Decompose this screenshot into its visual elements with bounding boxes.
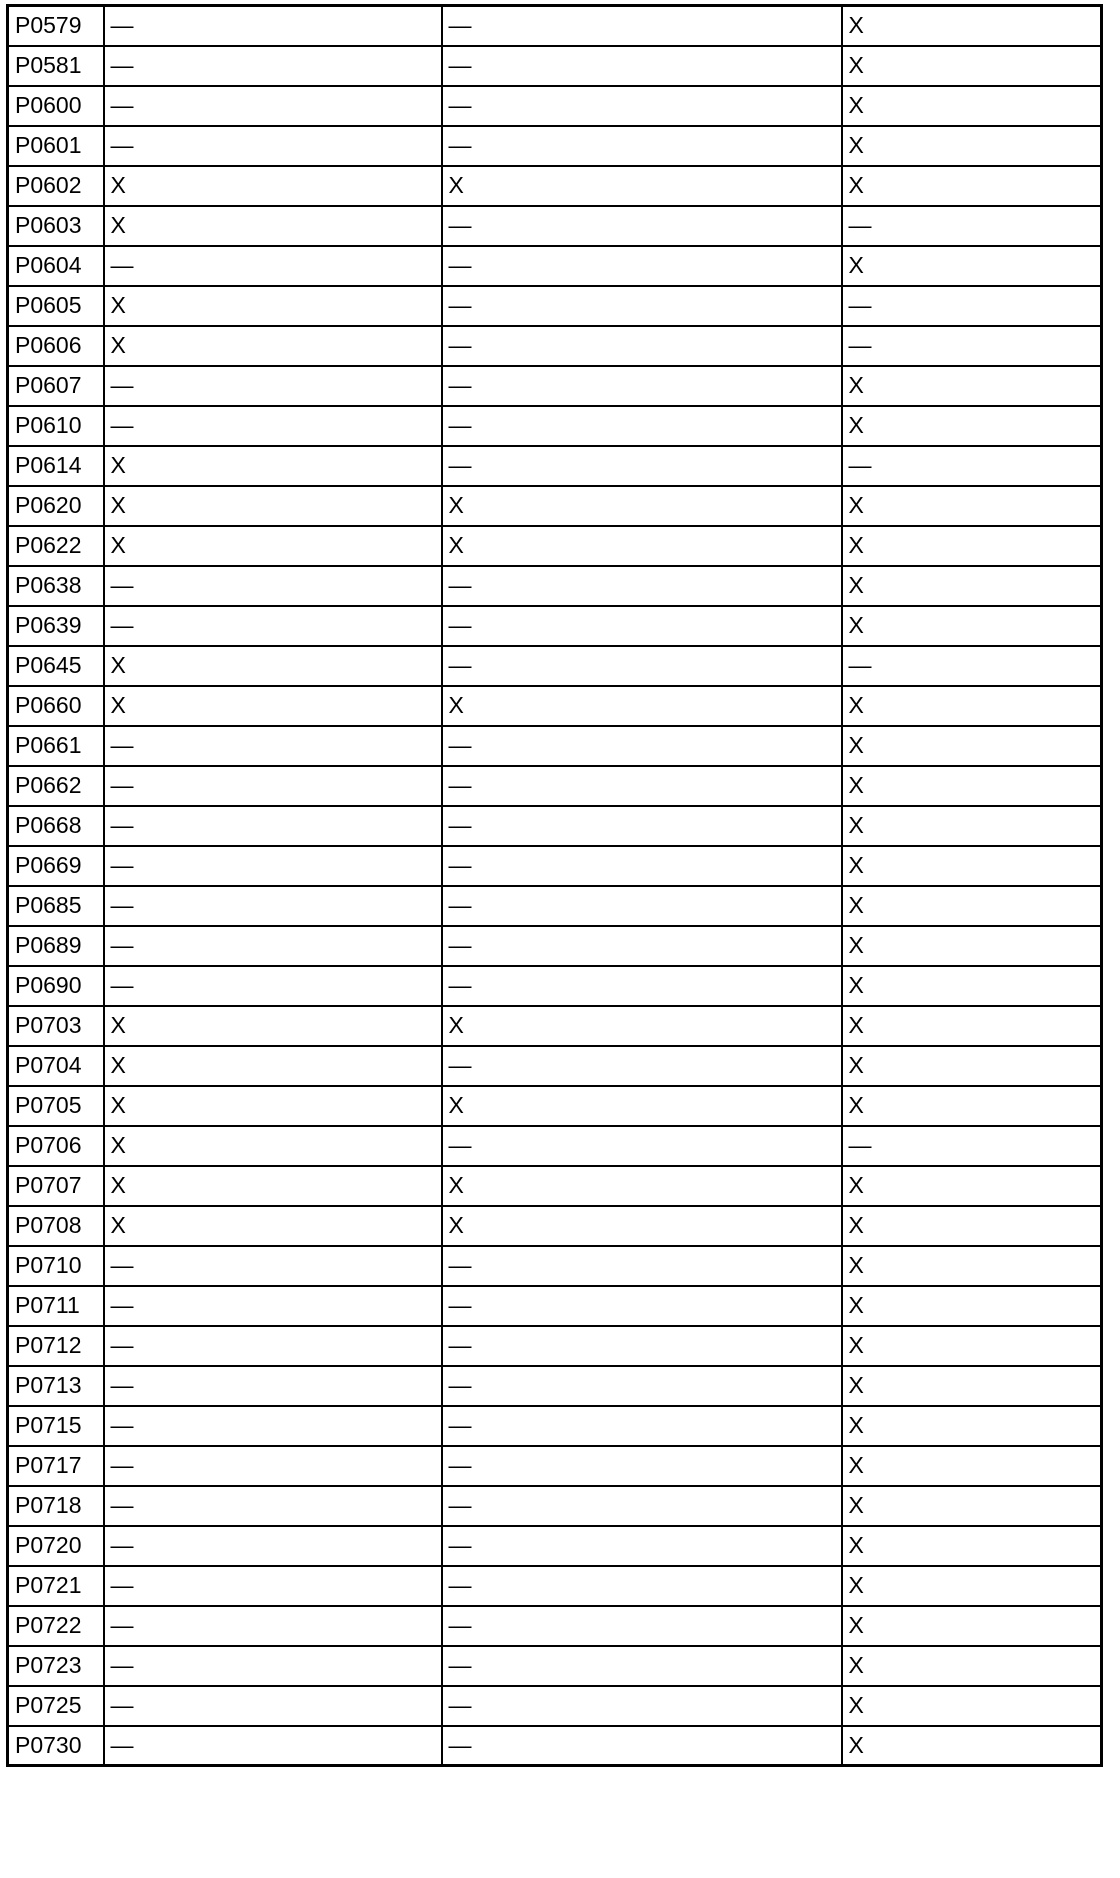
dtc-code-cell: P0600 bbox=[8, 86, 104, 126]
column-3-cell: X bbox=[442, 486, 842, 526]
column-4-cell: X bbox=[842, 926, 1102, 966]
column-4-cell: X bbox=[842, 1526, 1102, 1566]
dtc-code-cell: P0707 bbox=[8, 1166, 104, 1206]
dtc-code-cell: P0668 bbox=[8, 806, 104, 846]
dtc-code-cell: P0669 bbox=[8, 846, 104, 886]
table-row bbox=[8, 966, 1102, 1006]
dtc-code-cell: P0579 bbox=[8, 6, 104, 46]
column-4-cell: X bbox=[842, 806, 1102, 846]
column-3-cell: — bbox=[442, 1646, 842, 1686]
dtc-code-cell: P0606 bbox=[8, 326, 104, 366]
column-3-cell: X bbox=[442, 166, 842, 206]
column-4-cell: X bbox=[842, 1246, 1102, 1286]
column-4-cell: X bbox=[842, 566, 1102, 606]
table-row bbox=[8, 886, 1102, 926]
column-3-cell: — bbox=[442, 646, 842, 686]
column-4-cell: — bbox=[842, 326, 1102, 366]
column-3-cell: — bbox=[442, 1686, 842, 1726]
column-4-cell: X bbox=[842, 1726, 1102, 1766]
dtc-code-cell: P0645 bbox=[8, 646, 104, 686]
table-row bbox=[8, 1686, 1102, 1726]
column-4-cell: X bbox=[842, 126, 1102, 166]
column-3-cell: — bbox=[442, 206, 842, 246]
table-row bbox=[8, 526, 1102, 566]
column-4-cell: X bbox=[842, 246, 1102, 286]
column-4-cell: X bbox=[842, 166, 1102, 206]
table-row bbox=[8, 1246, 1102, 1286]
dtc-code-cell: P0604 bbox=[8, 246, 104, 286]
column-2-cell: — bbox=[104, 1246, 442, 1286]
table-row bbox=[8, 1646, 1102, 1686]
column-3-cell: — bbox=[442, 1046, 842, 1086]
column-3-cell: — bbox=[442, 246, 842, 286]
column-3-cell: — bbox=[442, 406, 842, 446]
column-3-cell: — bbox=[442, 446, 842, 486]
column-2-cell: X bbox=[104, 686, 442, 726]
table-row bbox=[8, 926, 1102, 966]
table-row bbox=[8, 246, 1102, 286]
table-row bbox=[8, 1726, 1102, 1766]
column-2-cell: — bbox=[104, 86, 442, 126]
column-4-cell: X bbox=[842, 1286, 1102, 1326]
column-3-cell: — bbox=[442, 566, 842, 606]
table-row bbox=[8, 406, 1102, 446]
dtc-code-cell: P0601 bbox=[8, 126, 104, 166]
column-4-cell: X bbox=[842, 86, 1102, 126]
table-row bbox=[8, 1566, 1102, 1606]
table-row bbox=[8, 86, 1102, 126]
column-3-cell: X bbox=[442, 526, 842, 566]
column-2-cell: — bbox=[104, 846, 442, 886]
column-4-cell: X bbox=[842, 1086, 1102, 1126]
column-3-cell: X bbox=[442, 1086, 842, 1126]
column-4-cell: X bbox=[842, 1446, 1102, 1486]
column-2-cell: X bbox=[104, 206, 442, 246]
column-2-cell: — bbox=[104, 766, 442, 806]
column-3-cell: X bbox=[442, 1166, 842, 1206]
column-4-cell: X bbox=[842, 6, 1102, 46]
column-2-cell: — bbox=[104, 1686, 442, 1726]
column-4-cell: X bbox=[842, 846, 1102, 886]
table-row bbox=[8, 286, 1102, 326]
dtc-code-cell: P0708 bbox=[8, 1206, 104, 1246]
column-4-cell: X bbox=[842, 1606, 1102, 1646]
dtc-code-cell: P0689 bbox=[8, 926, 104, 966]
column-2-cell: — bbox=[104, 806, 442, 846]
dtc-code-cell: P0620 bbox=[8, 486, 104, 526]
dtc-code-cell: P0721 bbox=[8, 1566, 104, 1606]
dtc-code-cell: P0722 bbox=[8, 1606, 104, 1646]
dtc-code-cell: P0712 bbox=[8, 1326, 104, 1366]
column-2-cell: — bbox=[104, 1286, 442, 1326]
column-3-cell: — bbox=[442, 726, 842, 766]
column-2-cell: — bbox=[104, 1366, 442, 1406]
dtc-code-cell: P0711 bbox=[8, 1286, 104, 1326]
column-2-cell: — bbox=[104, 126, 442, 166]
dtc-code-cell: P0720 bbox=[8, 1526, 104, 1566]
dtc-code-cell: P0603 bbox=[8, 206, 104, 246]
column-2-cell: X bbox=[104, 1086, 442, 1126]
table-row bbox=[8, 166, 1102, 206]
column-3-cell: — bbox=[442, 926, 842, 966]
table-row bbox=[8, 1006, 1102, 1046]
column-2-cell: — bbox=[104, 926, 442, 966]
column-4-cell: X bbox=[842, 526, 1102, 566]
column-4-cell: X bbox=[842, 1206, 1102, 1246]
column-2-cell: X bbox=[104, 326, 442, 366]
column-4-cell: X bbox=[842, 46, 1102, 86]
column-2-cell: — bbox=[104, 1486, 442, 1526]
column-2-cell: — bbox=[104, 46, 442, 86]
dtc-code-cell: P0690 bbox=[8, 966, 104, 1006]
dtc-code-cell: P0639 bbox=[8, 606, 104, 646]
table-row bbox=[8, 46, 1102, 86]
column-3-cell: — bbox=[442, 886, 842, 926]
column-2-cell: — bbox=[104, 606, 442, 646]
dtc-code-cell: P0660 bbox=[8, 686, 104, 726]
column-4-cell: X bbox=[842, 766, 1102, 806]
dtc-code-cell: P0713 bbox=[8, 1366, 104, 1406]
table-row bbox=[8, 1046, 1102, 1086]
column-2-cell: — bbox=[104, 1606, 442, 1646]
column-2-cell: — bbox=[104, 1646, 442, 1686]
dtc-code-cell: P0718 bbox=[8, 1486, 104, 1526]
column-2-cell: X bbox=[104, 646, 442, 686]
table-row bbox=[8, 1446, 1102, 1486]
column-3-cell: — bbox=[442, 1246, 842, 1286]
column-4-cell: X bbox=[842, 1486, 1102, 1526]
column-2-cell: X bbox=[104, 526, 442, 566]
column-4-cell: X bbox=[842, 1366, 1102, 1406]
column-2-cell: — bbox=[104, 366, 442, 406]
column-3-cell: — bbox=[442, 6, 842, 46]
dtc-code-cell: P0717 bbox=[8, 1446, 104, 1486]
column-4-cell: X bbox=[842, 366, 1102, 406]
table-body bbox=[8, 6, 1102, 1766]
dtc-code-cell: P0581 bbox=[8, 46, 104, 86]
column-3-cell: — bbox=[442, 86, 842, 126]
column-2-cell: — bbox=[104, 1726, 442, 1766]
column-3-cell: — bbox=[442, 1566, 842, 1606]
column-2-cell: X bbox=[104, 486, 442, 526]
column-2-cell: X bbox=[104, 1206, 442, 1246]
table-row bbox=[8, 1126, 1102, 1166]
column-2-cell: — bbox=[104, 1406, 442, 1446]
dtc-code-cell: P0605 bbox=[8, 286, 104, 326]
column-4-cell: — bbox=[842, 446, 1102, 486]
column-4-cell: X bbox=[842, 1166, 1102, 1206]
table-row bbox=[8, 126, 1102, 166]
dtc-code-cell: P0622 bbox=[8, 526, 104, 566]
column-2-cell: X bbox=[104, 286, 442, 326]
dtc-code-cell: P0661 bbox=[8, 726, 104, 766]
column-2-cell: — bbox=[104, 1566, 442, 1606]
column-2-cell: — bbox=[104, 1526, 442, 1566]
table-row bbox=[8, 646, 1102, 686]
column-4-cell: X bbox=[842, 1326, 1102, 1366]
column-3-cell: — bbox=[442, 1126, 842, 1166]
column-4-cell: X bbox=[842, 726, 1102, 766]
table-row bbox=[8, 1086, 1102, 1126]
table-row bbox=[8, 686, 1102, 726]
table-row bbox=[8, 726, 1102, 766]
column-3-cell: — bbox=[442, 966, 842, 1006]
column-3-cell: — bbox=[442, 1606, 842, 1646]
column-3-cell: — bbox=[442, 806, 842, 846]
dtc-table bbox=[6, 4, 1103, 1767]
column-3-cell: — bbox=[442, 1326, 842, 1366]
table-row bbox=[8, 1326, 1102, 1366]
table-row bbox=[8, 1406, 1102, 1446]
column-3-cell: — bbox=[442, 1366, 842, 1406]
table-row bbox=[8, 206, 1102, 246]
column-2-cell: X bbox=[104, 1126, 442, 1166]
table-row bbox=[8, 1606, 1102, 1646]
column-4-cell: X bbox=[842, 1406, 1102, 1446]
column-4-cell: X bbox=[842, 686, 1102, 726]
column-2-cell: X bbox=[104, 1166, 442, 1206]
dtc-code-cell: P0602 bbox=[8, 166, 104, 206]
table-row bbox=[8, 1206, 1102, 1246]
column-2-cell: — bbox=[104, 966, 442, 1006]
table-row bbox=[8, 446, 1102, 486]
column-2-cell: X bbox=[104, 446, 442, 486]
column-4-cell: X bbox=[842, 1046, 1102, 1086]
column-3-cell: — bbox=[442, 126, 842, 166]
dtc-code-cell: P0725 bbox=[8, 1686, 104, 1726]
column-3-cell: X bbox=[442, 1006, 842, 1046]
column-4-cell: X bbox=[842, 1686, 1102, 1726]
column-3-cell: — bbox=[442, 1526, 842, 1566]
dtc-code-cell: P0704 bbox=[8, 1046, 104, 1086]
table-row bbox=[8, 1486, 1102, 1526]
column-3-cell: — bbox=[442, 1406, 842, 1446]
column-3-cell: — bbox=[442, 1286, 842, 1326]
column-2-cell: X bbox=[104, 1046, 442, 1086]
column-3-cell: — bbox=[442, 46, 842, 86]
column-4-cell: — bbox=[842, 1126, 1102, 1166]
column-4-cell: X bbox=[842, 1566, 1102, 1606]
column-2-cell: — bbox=[104, 406, 442, 446]
column-4-cell: — bbox=[842, 646, 1102, 686]
table-row bbox=[8, 326, 1102, 366]
dtc-code-cell: P0706 bbox=[8, 1126, 104, 1166]
dtc-code-cell: P0607 bbox=[8, 366, 104, 406]
column-4-cell: X bbox=[842, 966, 1102, 1006]
column-3-cell: X bbox=[442, 686, 842, 726]
column-4-cell: X bbox=[842, 406, 1102, 446]
column-3-cell: — bbox=[442, 1486, 842, 1526]
dtc-code-cell: P0705 bbox=[8, 1086, 104, 1126]
dtc-code-cell: P0685 bbox=[8, 886, 104, 926]
dtc-code-cell: P0638 bbox=[8, 566, 104, 606]
column-2-cell: — bbox=[104, 1446, 442, 1486]
column-3-cell: — bbox=[442, 366, 842, 406]
column-3-cell: — bbox=[442, 846, 842, 886]
table-row bbox=[8, 566, 1102, 606]
table-row bbox=[8, 1286, 1102, 1326]
dtc-code-cell: P0715 bbox=[8, 1406, 104, 1446]
column-4-cell: X bbox=[842, 1006, 1102, 1046]
table-row bbox=[8, 846, 1102, 886]
dtc-code-cell: P0662 bbox=[8, 766, 104, 806]
column-3-cell: — bbox=[442, 1446, 842, 1486]
table-row bbox=[8, 1166, 1102, 1206]
table-row bbox=[8, 806, 1102, 846]
column-3-cell: — bbox=[442, 1726, 842, 1766]
column-2-cell: — bbox=[104, 1326, 442, 1366]
column-2-cell: — bbox=[104, 566, 442, 606]
column-2-cell: X bbox=[104, 166, 442, 206]
column-4-cell: X bbox=[842, 486, 1102, 526]
table-row bbox=[8, 606, 1102, 646]
column-3-cell: — bbox=[442, 766, 842, 806]
column-3-cell: — bbox=[442, 326, 842, 366]
column-3-cell: X bbox=[442, 1206, 842, 1246]
dtc-code-cell: P0710 bbox=[8, 1246, 104, 1286]
dtc-code-cell: P0730 bbox=[8, 1726, 104, 1766]
column-3-cell: — bbox=[442, 286, 842, 326]
column-4-cell: X bbox=[842, 1646, 1102, 1686]
column-4-cell: X bbox=[842, 606, 1102, 646]
column-2-cell: — bbox=[104, 726, 442, 766]
dtc-code-cell: P0703 bbox=[8, 1006, 104, 1046]
table-row bbox=[8, 366, 1102, 406]
column-2-cell: — bbox=[104, 6, 442, 46]
column-2-cell: — bbox=[104, 246, 442, 286]
table-row bbox=[8, 6, 1102, 46]
column-2-cell: X bbox=[104, 1006, 442, 1046]
table-row bbox=[8, 766, 1102, 806]
dtc-code-cell: P0723 bbox=[8, 1646, 104, 1686]
table-row bbox=[8, 486, 1102, 526]
dtc-code-cell: P0610 bbox=[8, 406, 104, 446]
column-3-cell: — bbox=[442, 606, 842, 646]
table-row bbox=[8, 1366, 1102, 1406]
dtc-code-cell: P0614 bbox=[8, 446, 104, 486]
column-4-cell: — bbox=[842, 286, 1102, 326]
column-2-cell: — bbox=[104, 886, 442, 926]
column-4-cell: X bbox=[842, 886, 1102, 926]
table-row bbox=[8, 1526, 1102, 1566]
column-4-cell: — bbox=[842, 206, 1102, 246]
